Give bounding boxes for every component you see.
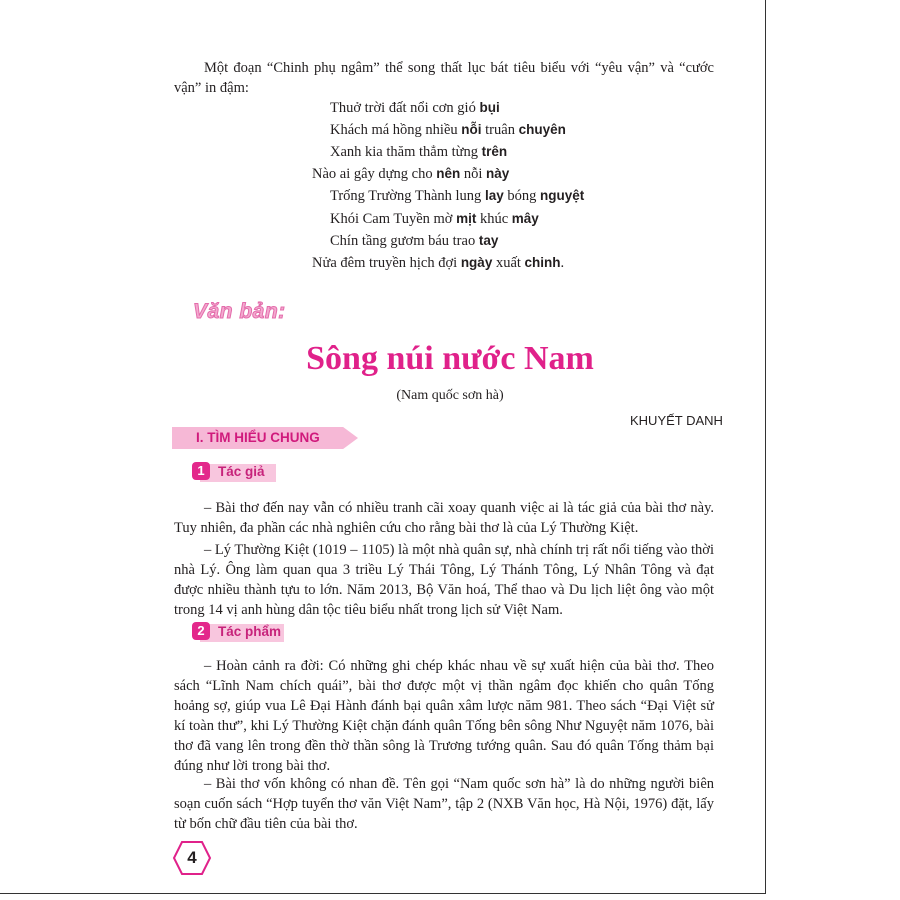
poem-line-1	[330, 97, 500, 119]
rhyme-word: nên	[436, 166, 461, 181]
poem-line-2	[330, 119, 566, 141]
poem-text: Khói Cam Tuyền mờ	[330, 211, 457, 227]
poem-text: khúc	[476, 211, 512, 227]
van-ban-label: Văn bản:	[193, 300, 286, 323]
rhyme-word: này	[486, 166, 510, 181]
rhyme-word: tay	[478, 233, 499, 248]
poem-text: Xanh kia thăm thẳm từng	[330, 144, 482, 160]
poem-text: Trống Trường Thành lung	[330, 188, 485, 204]
page-title: Sông núi nước Nam	[306, 340, 594, 377]
poem-text: truân	[481, 122, 519, 138]
poem-text: Chín tầng gươm báu trao	[330, 233, 479, 249]
poem-text: .	[560, 255, 565, 271]
rhyme-word: chuyên	[518, 122, 566, 137]
tac-gia-paragraph-1: – Bài thơ đến nay vẫn có nhiều tranh cãi xoay quanh việc ai là tác giả của bài thơ này. Tuy nhiên, đa phần các nhà nghiên cứu cho rằng bài thơ là của Lý Thường Kiệt.	[174, 500, 714, 536]
poem-text: Nửa đêm truyền hịch đợi	[312, 255, 461, 271]
subsection-number-badge: 1	[192, 462, 210, 480]
subsection-label: Tác giả	[218, 464, 265, 479]
rhyme-word: bụi	[479, 100, 500, 115]
poem-line-7	[330, 230, 498, 252]
poem-line-6	[330, 208, 539, 230]
tac-pham-paragraph-2: – Bài thơ vốn không có nhan đề. Tên gọi “Nam quốc sơn hà” là do những người biên soạn cuốn sách “Hợp tuyển thơ văn Việt Nam”, tập 2 (NXB Văn học, Hà Nội, 1976) đặt, lấy từ bốn chữ đầu tiên của bài thơ.	[174, 776, 714, 832]
subsection-number-badge: 2	[192, 622, 210, 640]
rhyme-word: nguyệt	[539, 188, 585, 203]
poem-text: xuất	[492, 255, 525, 271]
rhyme-word: lay	[484, 188, 504, 203]
section-heading: I. TÌM HIỂU CHUNG	[196, 430, 320, 445]
poem-line-4	[312, 163, 509, 185]
intro-paragraph: Một đoạn “Chinh phụ ngâm” thể song thất lục bát tiêu biểu với “yêu vận” và “cước vận” in đậm:	[174, 60, 714, 96]
poem-text: Khách má hồng nhiều	[330, 122, 462, 138]
poem-text: bóng	[503, 188, 540, 204]
page-bottom-border	[0, 893, 766, 894]
rhyme-word: mây	[511, 211, 539, 226]
rhyme-word: trên	[481, 144, 508, 159]
page-number-badge	[172, 840, 212, 876]
rhyme-word: ngày	[460, 255, 493, 270]
author: KHUYẾT DANH	[630, 413, 723, 428]
subsection-label: Tác phẩm	[218, 624, 282, 639]
poem-text: Thuở trời đất nổi cơn gió	[330, 100, 480, 116]
subtitle: (Nam quốc sơn hà)	[396, 388, 504, 403]
tac-gia-paragraph-2: – Lý Thường Kiệt (1019 – 1105) là một nhà quân sự, nhà chính trị rất nổi tiếng vào thời nhà Lý. Ông làm quan qua 3 triều Lý Thái Tông, Lý Thánh Tông, Lý Nhân Tông và đạt được nhiều thành tựu to lớn. Năm 2013, Bộ Văn hoá, Thể thao và Du lịch liệt ông vào một trong 14 vị anh hùng dân tộc tiêu biểu nhất trong lịch sử Việt Nam.	[174, 542, 714, 618]
tac-pham-paragraph-1: – Hoàn cảnh ra đời: Có những ghi chép khác nhau về sự xuất hiện của bài thơ. Theo sách “Lĩnh Nam chích quái”, bài thơ được một vị thần ngâm đọc khiến cho quân Tống hoảng sợ, giúp vua Lê Đại Hành đánh bại quân xâm lược năm 981. Theo sách “Đại Việt sử kí toàn thư”, khi Lý Thường Kiệt chặn đánh quân Tống bên sông Như Nguyệt năm 1076, bài thơ đã vang lên trong đền thờ thần sông là Trương tướng quân. Sau đó quân Tống thảm bại đúng như lời trong bài thơ.	[174, 658, 714, 774]
poem-line-5	[330, 185, 584, 207]
page-number: 4	[187, 848, 197, 867]
poem-text: nỗi	[460, 166, 487, 182]
rhyme-word: mịt	[456, 211, 477, 226]
poem-line-3	[330, 141, 507, 163]
poem-line-8	[312, 252, 564, 274]
rhyme-word: nỗi	[461, 122, 482, 137]
page-right-border	[765, 0, 766, 893]
rhyme-word: chinh	[524, 255, 561, 270]
poem-text: Nào ai gây dựng cho	[312, 166, 437, 182]
